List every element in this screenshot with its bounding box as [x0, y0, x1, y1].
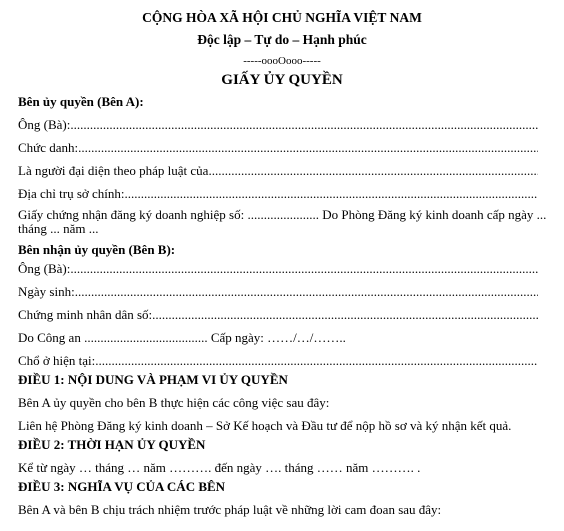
- party-a-name-row: [18, 116, 538, 134]
- national-title: CỘNG HÒA XÃ HỘI CHỦ NGHĨA VIỆT NAM: [142, 10, 422, 25]
- party-b-residence-row: [18, 352, 538, 370]
- article1-heading: ĐIỀU 1: NỘI DUNG VÀ PHẠM VI ỦY QUYỀN: [18, 372, 288, 387]
- party-a-representative-blank: [208, 162, 538, 180]
- party-a-certificate-line2: tháng ... năm ...: [18, 221, 99, 236]
- party-b-name-row: [18, 260, 538, 278]
- party-a-name-label: Ông (Bà):: [18, 117, 71, 132]
- party-b-issued-by: Do Công an ...................................... Cấp ngày: ……/…/……..: [18, 330, 346, 345]
- party-a-heading: Bên ủy quyền (Bên A):: [18, 94, 144, 109]
- party-b-id-row: [18, 306, 538, 324]
- party-a-representative-row: [18, 162, 538, 180]
- party-b-heading: Bên nhận ủy quyền (Bên B):: [18, 242, 176, 257]
- party-a-position-label: Chức danh:: [18, 140, 79, 155]
- party-a-certificate-line1: Giấy chứng nhận đăng ký doanh nghiệp số: ...................... Do Phòng Đăng ký kinh doanh cấp ngày ...: [18, 207, 547, 222]
- article2-line1: Kể từ ngày … tháng … năm ………. đến ngày …. tháng …… năm ………. .: [18, 460, 421, 475]
- party-b-id-blank: [152, 306, 538, 324]
- party-a-position-blank: [78, 139, 538, 157]
- document-page: [0, 9, 564, 531]
- document-body: [0, 93, 564, 519]
- party-b-residence-label: Chổ ở hiện tại:: [18, 353, 96, 368]
- document-header: [0, 9, 564, 90]
- party-b-name-label: Ông (Bà):: [18, 261, 71, 276]
- party-b-dob-label: Ngày sinh:: [18, 284, 75, 299]
- party-a-address-row: [18, 185, 538, 203]
- document-title: GIẤY ỦY QUYỀN: [221, 72, 343, 88]
- party-b-residence-blank: [95, 352, 538, 370]
- article2-heading: ĐIỀU 2: THỜI HẠN ỦY QUYỀN: [18, 437, 206, 452]
- party-a-address-label: Địa chỉ trụ sở chính:: [18, 186, 125, 201]
- party-b-dob-row: [18, 283, 538, 301]
- party-b-name-blank: [70, 260, 538, 278]
- article1-line2: Liên hệ Phòng Đăng ký kinh doanh – Sở Kế hoạch và Đầu tư để nộp hồ sơ và ký nhận kết quả.: [18, 418, 512, 433]
- article1-line1: Bên A ủy quyền cho bên B thực hiện các công việc sau đây:: [18, 395, 330, 410]
- party-a-address-blank: [125, 185, 538, 203]
- party-a-representative-label: Là người đại diện theo pháp luật của: [18, 163, 209, 178]
- article3-heading: ĐIỀU 3: NGHĨA VỤ CỦA CÁC BÊN: [18, 479, 226, 494]
- party-a-position-row: [18, 139, 538, 157]
- party-a-name-blank: [70, 116, 538, 134]
- party-b-dob-blank: [75, 283, 538, 301]
- national-motto: Độc lập – Tự do – Hạnh phúc: [197, 32, 367, 47]
- party-b-id-label: Chứng minh nhân dân số:: [18, 307, 153, 322]
- party-a-certificate: [18, 207, 547, 236]
- header-divider: -----oooOooo-----: [243, 55, 321, 67]
- article3-line1: Bên A và bên B chịu trách nhiệm trước pháp luật về những lời cam đoan sau đây:: [18, 502, 442, 517]
